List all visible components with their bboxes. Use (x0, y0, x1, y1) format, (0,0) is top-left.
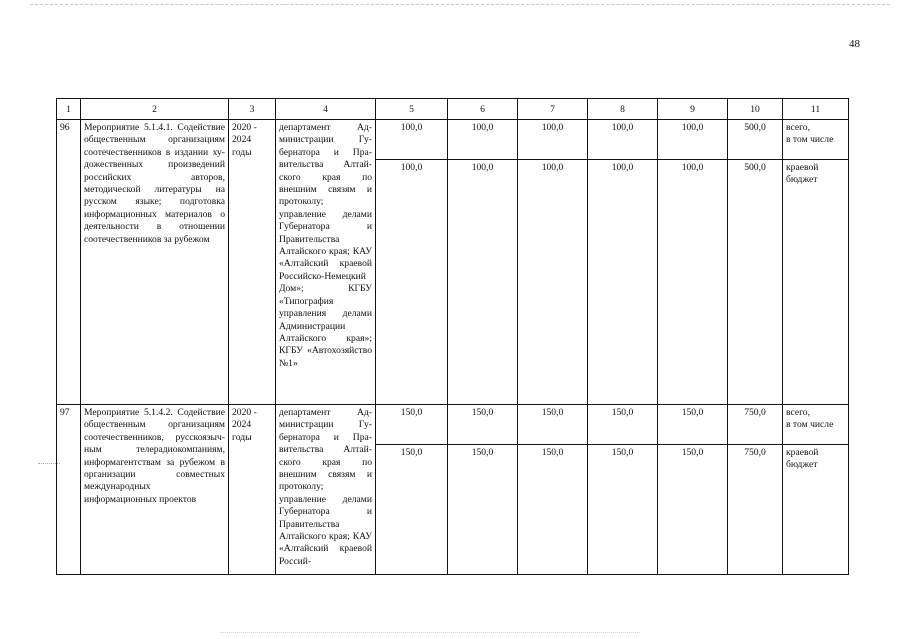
value-cell: 150,0 (448, 405, 518, 445)
table-row (57, 405, 849, 445)
row-number: 97 (57, 405, 81, 575)
scan-edge-bottom (220, 632, 640, 633)
value-cell: 150,0 (588, 405, 658, 445)
executors: департамент Администрации Губернатора и Правительства Алтайского края по внешним связям и протоколу; управление делами Губернатора и Правительства Алтайского края; КАУ «Алтайский краевой Россий- (276, 405, 376, 575)
funding-source: краевой бюджет (783, 445, 849, 575)
column-header: 10 (728, 99, 783, 120)
program-table (56, 98, 849, 575)
value-cell: 150,0 (376, 445, 448, 575)
value-cell: 100,0 (588, 160, 658, 405)
table-row (57, 120, 849, 160)
total-cell: 750,0 (728, 445, 783, 575)
value-cell: 150,0 (658, 405, 728, 445)
value-cell: 150,0 (588, 445, 658, 575)
executors: департамент Администрации Губернатора и Правительства Алтайского края по внешним связям и протоколу; управление делами Губернатора и Правительства Алтайского края; КАУ «Алтайский краевой Российско-Немецкий Дом»; КГБУ «Типография управления делами Администрации Алтайского края»; КГБУ «Автохозяйство №1» (276, 120, 376, 405)
column-header: 9 (658, 99, 728, 120)
scan-edge-top (30, 4, 890, 5)
value-cell: 150,0 (518, 405, 588, 445)
column-header: 11 (783, 99, 849, 120)
row-number: 96 (57, 120, 81, 405)
funding-source: всего, в том числе (783, 405, 849, 445)
funding-source: краевой бюджет (783, 160, 849, 405)
column-header: 1 (57, 99, 81, 120)
total-cell: 500,0 (728, 120, 783, 160)
column-header: 3 (229, 99, 276, 120)
period-years: 2020 - 2024 годы (229, 120, 276, 405)
value-cell: 100,0 (448, 160, 518, 405)
value-cell: 100,0 (448, 120, 518, 160)
total-cell: 500,0 (728, 160, 783, 405)
value-cell: 150,0 (376, 405, 448, 445)
funding-source: всего, в том числе (783, 120, 849, 160)
measure-name: Мероприятие 5.1.4.2. Содействие общественным организациям соотечественников, русскоязычным телерадиокомпаниям, информагентствам за рубежом в организации совместных международных информационных проектов (81, 405, 229, 575)
value-cell: 100,0 (658, 120, 728, 160)
column-header: 8 (588, 99, 658, 120)
value-cell: 100,0 (658, 160, 728, 405)
value-cell: 100,0 (588, 120, 658, 160)
column-header: 4 (276, 99, 376, 120)
page-number: 48 (849, 38, 860, 50)
value-cell: 150,0 (518, 445, 588, 575)
measure-name: Мероприятие 5.1.4.1. Содействие общественным организациям соотечественников в издании художественных произведений российских авторов, методической литературы на русском языке; подготовка информационных материалов о деятельности в отношении соотечественников за рубежом (81, 120, 229, 405)
period-years: 2020 - 2024 годы (229, 405, 276, 575)
column-header: 5 (376, 99, 448, 120)
value-cell: 100,0 (376, 120, 448, 160)
column-header: 6 (448, 99, 518, 120)
column-header: 2 (81, 99, 229, 120)
column-header: 7 (518, 99, 588, 120)
value-cell: 150,0 (658, 445, 728, 575)
value-cell: 150,0 (448, 445, 518, 575)
column-number-row (57, 99, 849, 120)
total-cell: 750,0 (728, 405, 783, 445)
value-cell: 100,0 (376, 160, 448, 405)
value-cell: 100,0 (518, 120, 588, 160)
value-cell: 100,0 (518, 160, 588, 405)
